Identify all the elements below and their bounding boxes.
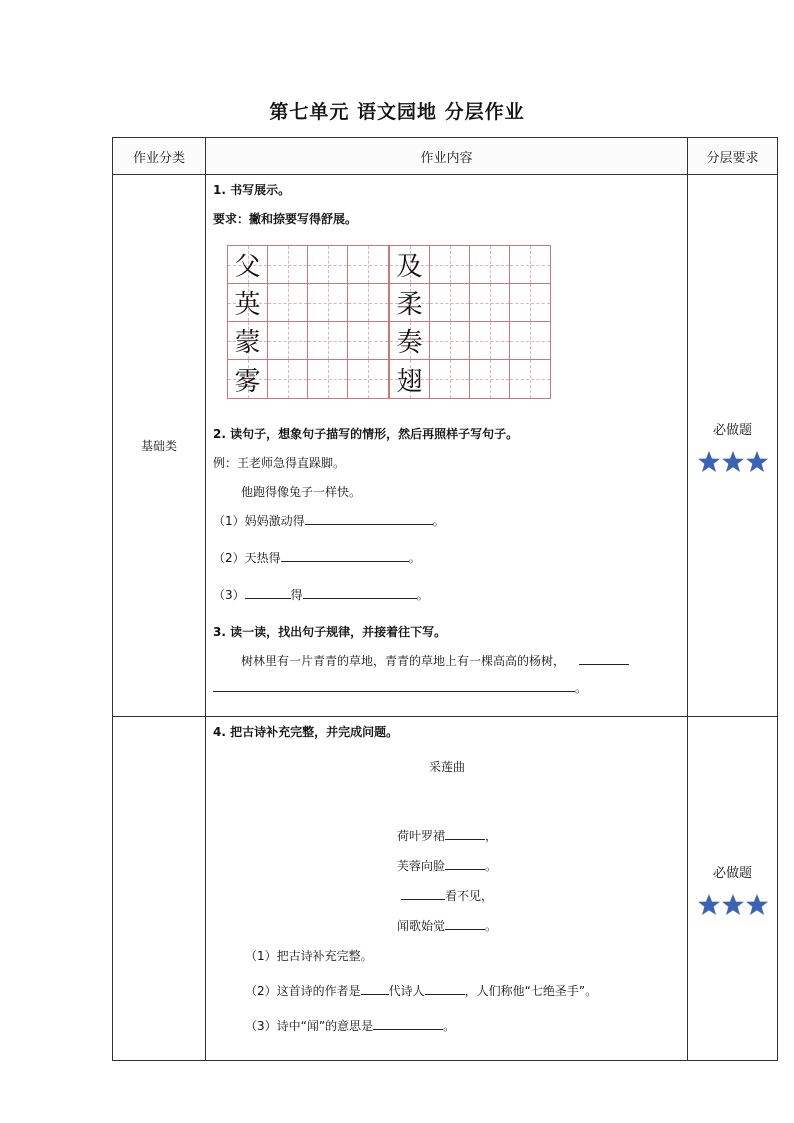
writing-cell[interactable] [430,246,470,284]
poem-line-2 [213,857,681,874]
star-icon [745,893,769,916]
answer-blank[interactable] [213,679,575,692]
header-content: 作业内容 [206,138,688,175]
writing-cell[interactable] [308,322,348,360]
writing-cell[interactable] [430,322,470,360]
writing-cell [228,284,268,322]
sub-3-a: （3）诗中“闻”的意思是 [245,1019,374,1033]
question-2-title: 2. 读句子，想象句子描写的情形，然后再照样子写句子。 [213,427,519,441]
star-rating [688,450,777,473]
category-cell: 基础类 [113,175,206,717]
poem-line-2-end: 。 [485,859,498,873]
poem-title: 采莲曲 [428,760,465,774]
writing-cell [390,360,430,398]
writing-cell [228,322,268,360]
writing-cell[interactable] [348,360,388,398]
requirement-cell [688,717,778,1061]
answer-blank[interactable] [401,887,445,900]
question-1-title: 1. 书写展示。 [213,183,291,197]
writing-cell[interactable] [510,246,550,284]
question-4-sub-3 [245,1017,681,1034]
question-3-text: 树林里有一片青青的草地，青青的草地上有一棵高高的杨树， [241,654,566,668]
homework-table [112,137,778,1061]
sub-2-c: ，人们称他“七绝圣手”。 [464,984,598,998]
poem-line-2-text: 芙蓉向脸 [396,859,445,873]
model-character: 翅 [396,366,423,397]
writing-cell[interactable] [308,284,348,322]
poem-line-1-end: ， [485,829,498,843]
item-2-prefix: （2）天热得 [213,551,281,565]
writing-cell[interactable] [510,284,550,322]
answer-blank[interactable] [245,586,291,599]
writing-cell[interactable] [430,284,470,322]
answer-blank[interactable] [445,917,485,930]
question-2-example-2: 他跑得像兔子一样快。 [241,485,362,499]
question-4-title: 4. 把古诗补充完整，并完成问题。 [213,725,399,739]
star-icon [721,450,745,473]
question-4-sub-2 [245,982,681,999]
page-title: 第七单元 语文园地 分层作业 [269,101,525,123]
writing-cell [390,246,430,284]
poem-line-1-text: 荷叶罗裙 [396,829,445,843]
writing-grid [227,245,681,399]
model-character: 奏 [396,328,423,358]
writing-cell[interactable] [348,284,388,322]
answer-blank[interactable] [445,857,485,870]
writing-cell[interactable] [348,322,388,360]
star-icon [697,450,721,473]
poem-line-4 [213,917,681,934]
question-2-item-1 [213,512,681,529]
item-1-period: 。 [432,514,445,528]
model-character: 父 [234,252,261,282]
model-character: 及 [396,252,423,282]
sub-2-a: （2）这首诗的作者是 [245,984,361,998]
content-cell [206,717,688,1061]
content-cell [206,175,688,717]
table-row [113,175,778,717]
writing-grid-left [227,245,389,399]
writing-cell[interactable] [268,322,308,360]
question-3-period: 。 [575,681,588,695]
answer-blank[interactable] [361,982,389,995]
item-1-prefix: （1）妈妈激动得 [213,514,305,528]
table-row [113,717,778,1061]
star-icon [721,893,745,916]
poem-line-4-end: 。 [485,919,498,933]
writing-cell [228,246,268,284]
header-category: 作业分类 [113,138,206,175]
question-3-continuation [213,679,681,696]
requirement-label: 必做题 [712,422,752,438]
question-1-requirement: 要求：撇和捺要写得舒展。 [213,212,358,226]
poem-line-1 [213,827,681,844]
writing-cell[interactable] [268,246,308,284]
answer-blank[interactable] [373,1017,443,1030]
question-2-item-2 [213,549,681,566]
poem-line-3-text: 看不见， [444,889,493,903]
writing-cell [390,284,430,322]
model-character: 英 [234,290,261,320]
item-3-mid: 得 [290,588,303,602]
writing-cell[interactable] [470,284,510,322]
writing-cell[interactable] [470,246,510,284]
category-cell [113,717,206,1061]
answer-blank[interactable] [445,827,485,840]
model-character: 蒙 [234,328,261,358]
question-3-sentence [213,652,681,669]
writing-cell[interactable] [308,246,348,284]
question-3-title: 3. 读一读，找出句子规律，并接着往下写。 [213,625,447,639]
writing-cell[interactable] [308,360,348,398]
requirement-label: 必做题 [712,865,752,881]
star-rating [688,893,777,916]
answer-blank[interactable] [305,512,433,525]
answer-blank[interactable] [425,982,465,995]
writing-cell [390,322,430,360]
item-3-prefix: （3） [213,588,245,602]
star-icon [745,450,769,473]
writing-cell [228,360,268,398]
sub-3-b: 。 [443,1019,456,1033]
model-character: 雾 [234,366,261,397]
model-character: 柔 [396,290,423,320]
requirement-cell [688,175,778,717]
sub-2-b: 代诗人 [388,984,425,998]
question-2-example: 例：王老师急得直跺脚。 [213,456,346,470]
header-level: 分层要求 [688,138,778,175]
writing-cell[interactable] [470,360,510,398]
item-2-period: 。 [408,551,421,565]
writing-cell[interactable] [510,322,550,360]
answer-blank[interactable] [281,549,409,562]
writing-cell[interactable] [430,360,470,398]
writing-cell[interactable] [348,246,388,284]
poem-line-3 [213,887,681,904]
poem-line-4-text: 闻歌始觉 [396,919,445,933]
writing-cell[interactable] [268,360,308,398]
question-2-item-3 [213,586,681,603]
writing-cell[interactable] [510,360,550,398]
star-icon [697,893,721,916]
writing-cell[interactable] [268,284,308,322]
poem [213,758,681,934]
question-4-sub-1: （1）把古诗补充完整。 [245,949,373,963]
table-header-row [113,138,778,175]
answer-blank[interactable] [303,586,417,599]
writing-cell[interactable] [470,322,510,360]
writing-grid-right [389,245,551,399]
answer-blank[interactable] [579,652,629,665]
item-3-period: 。 [416,588,429,602]
